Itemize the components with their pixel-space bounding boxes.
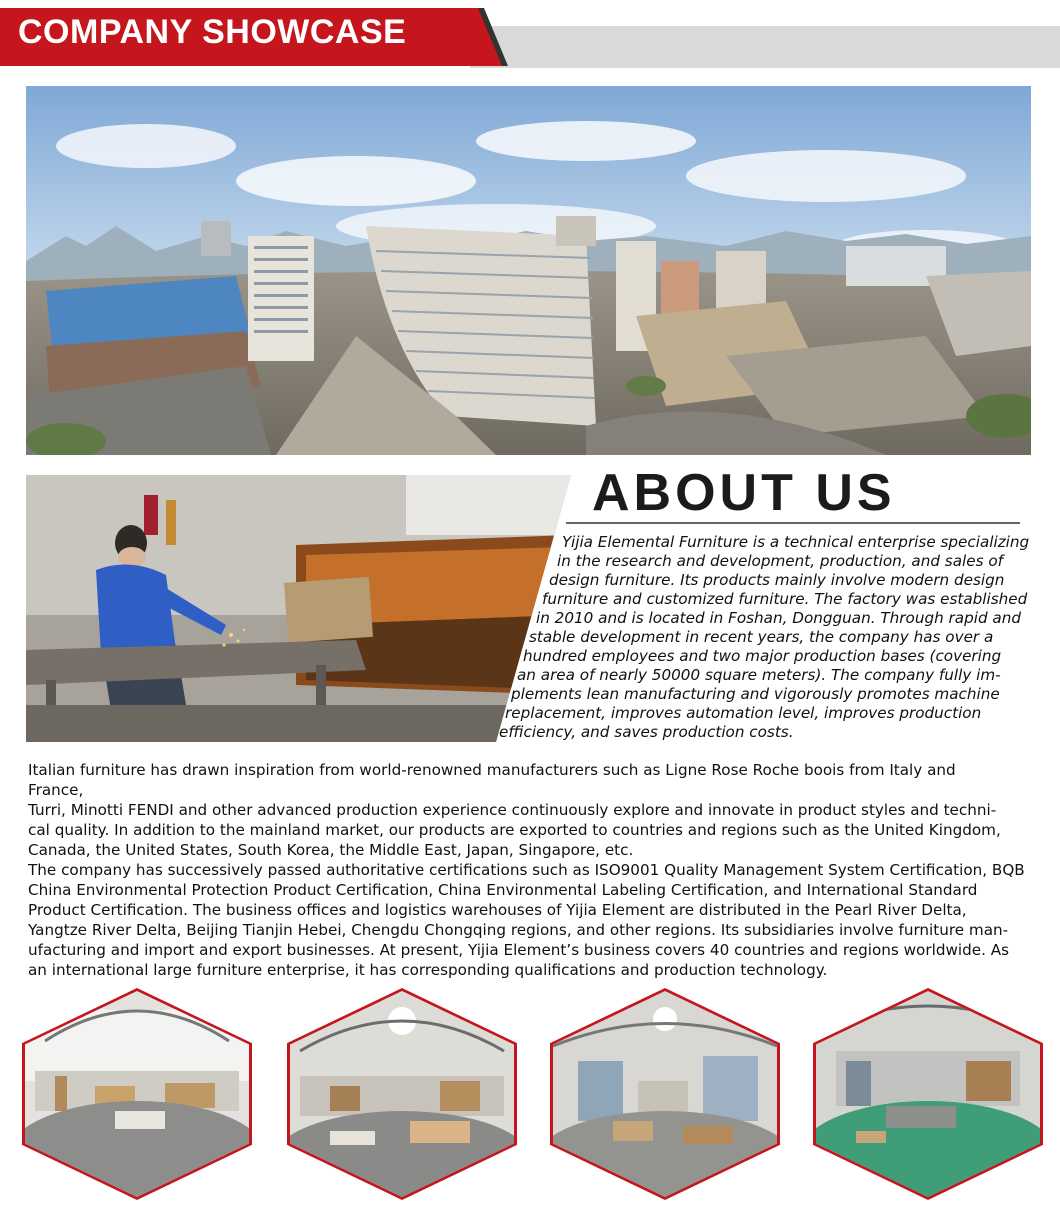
about-line: hundred employees and two major production bases (covering (523, 647, 1002, 665)
banner-grey-bar (470, 26, 1060, 68)
paragraph-line: Yangtze River Delta, Beijing Tianjin Hebei, Chengdu Chongqing regions, and other regions. Its subsidiaries involve furniture man- (28, 921, 1009, 939)
paragraph-line: Product Certification. The business offices and logistics warehouses of Yijia Element are distributed in the Pearl River Delta, (28, 901, 967, 919)
about-line: in the research and development, production, and sales of (557, 552, 1003, 570)
paragraph-line: cal quality. In addition to the mainland market, our products are exported to countries and regions such as the United Kingdom, (28, 821, 1001, 839)
factory-interior-hex-3 (550, 988, 780, 1200)
about-us-title: ABOUT US (592, 464, 896, 522)
about-line: replacement, improves automation level, improves production (505, 704, 982, 722)
about-line: stable development in recent years, the company has over a (529, 628, 994, 646)
about-line: in 2010 and is located in Foshan, Dongguan. Through rapid and (536, 609, 1021, 627)
paragraph-line: Turri, Minotti FENDI and other advanced production experience continuously explore and innovate in product styles and techni- (28, 801, 997, 819)
section-banner (0, 0, 1060, 80)
paragraph-line: ufacturing and import and export businesses. At present, Yijia Element’s business covers 40 countries and regions worldwide. As (28, 941, 1010, 959)
about-line: design furniture. Its products mainly involve modern design (549, 571, 1005, 589)
about-line: efficiency, and saves production costs. (499, 723, 794, 741)
about-line: furniture and customized furniture. The factory was established (542, 590, 1028, 608)
about-line: plements lean manufacturing and vigorously promotes machine (511, 685, 1000, 703)
paragraph-line: The company has successively passed authoritative certifications such as ISO9001 Quality Management System Certification, BQB (28, 861, 1025, 879)
about-line: an area of nearly 50000 square meters). The company fully im- (517, 666, 1001, 684)
paragraph-line: Italian furniture has drawn inspiration from world-renowned manufacturers such as Ligne Rose Roche boois from Italy and (28, 761, 956, 779)
about-line: Yijia Elemental Furniture is a technical enterprise specializing (562, 533, 1030, 551)
paragraph-line: China Environmental Protection Product Certification, China Environmental Labeling Certification, and International Standard (28, 881, 978, 899)
factory-interior-hex-1 (22, 988, 252, 1200)
company-description-paragraph (28, 760, 1038, 980)
banner-title: COMPANY SHOWCASE (18, 13, 407, 51)
factory-interior-hex-2 (287, 988, 517, 1200)
paragraph-line: Canada, the United States, South Korea, the Middle East, Japan, Singapore, etc. (28, 841, 634, 859)
paragraph-line: an international large furniture enterprise, it has corresponding qualifications and production technology. (28, 961, 828, 979)
about-us-text (0, 533, 1060, 748)
factory-interior-hex-4 (813, 988, 1043, 1200)
paragraph-line: France, (28, 781, 84, 799)
about-us-divider (566, 522, 1020, 524)
factory-interior-gallery (0, 988, 1060, 1210)
factory-panorama-image (26, 86, 1031, 455)
